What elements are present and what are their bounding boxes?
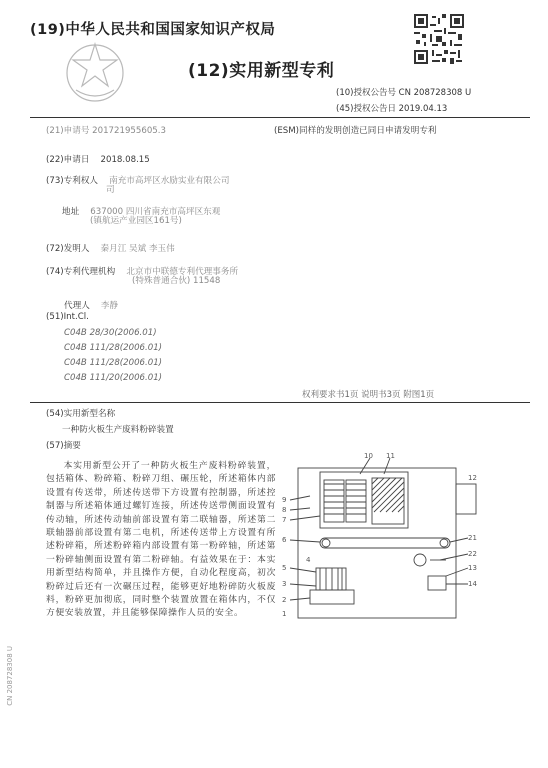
abstract-figure (280, 450, 480, 630)
application-number: (21)申请号 201721955605.3 (46, 126, 166, 136)
ipc-label: (51)Int.Cl. (46, 312, 89, 322)
filing-date-label: (22)申请日 (46, 155, 90, 165)
agency-name: 北京市中联德专利代理事务所 (126, 267, 239, 277)
ipc-code: C04B 111/20(2006.01) (64, 373, 163, 383)
address-label: 地址 (62, 207, 80, 217)
cnipa-emblem-icon (62, 40, 128, 106)
office-name: (19)中华人民共和国国家知识产权局 (30, 22, 276, 38)
address: 637000 四川省南充市高坪区东观 (90, 207, 221, 217)
claims-note: 权利要求书1页 说明书3页 附图1页 (302, 390, 435, 400)
figure-label: 4 (306, 556, 311, 564)
figure-label: 12 (468, 474, 477, 482)
figure-label: 1 (282, 610, 287, 618)
ipc-code: C04B 111/28(2006.01) (64, 343, 163, 353)
patentee-name-cont: 司 (106, 185, 115, 195)
figure-label: 13 (468, 564, 477, 572)
address-cont: (镇航运产业园区161号) (90, 216, 182, 226)
abstract-label: (57)摘要 (46, 441, 81, 451)
figure-label: 6 (282, 536, 287, 544)
agent-row (64, 293, 118, 312)
utility-model-title: 一种防火板生产废料粉碎装置 (62, 425, 174, 435)
figure-label: 9 (282, 496, 287, 504)
document-type-title: (12)实用新型专利 (188, 61, 335, 81)
inventor-label: (72)发明人 (46, 244, 90, 254)
agency-name-cont: (特殊普通合伙) 11548 (132, 276, 221, 286)
esm-note: (ESM)同样的发明创造已同日申请发明专利 (274, 126, 437, 136)
agent-label: 代理人 (64, 301, 90, 311)
filing-date-row (46, 147, 150, 166)
publication-date: (45)授权公告日 2019.04.13 (336, 104, 448, 114)
figure-label: 3 (282, 580, 287, 588)
figure-label: 2 (282, 596, 287, 604)
figure-label: 14 (468, 580, 477, 588)
agent-name: 李静 (100, 301, 119, 311)
patentee-label: (73)专利权人 (46, 176, 99, 186)
section-divider (30, 402, 530, 403)
qr-code-icon (414, 14, 464, 64)
inventors: 秦月江 吴斌 李玉伟 (100, 244, 175, 254)
figure-label: 10 (364, 452, 373, 460)
figure-label: 11 (386, 452, 395, 460)
figure-label: 22 (468, 550, 477, 558)
figure-label: 8 (282, 506, 287, 514)
side-document-code: CN 208728308 U (6, 646, 14, 706)
agency-label: (74)专利代理机构 (46, 267, 116, 277)
title-label: (54)实用新型名称 (46, 409, 116, 419)
patentee-row (46, 168, 229, 187)
patentee-name: 南充市高坪区水励实业有限公司 (109, 176, 230, 186)
abstract-text: 本实用新型公开了一种防火板生产废料粉碎装置，包括箱体、粉碎箱、粉碎刀组、碾压轮，所述箱体内部设置有传送带，所述传送带下方设置有控制器，所述控制器与所述箱体通过螺钉连接，所述传送带侧面设置有传动轴，所述传动轴前部设置有第二联轴器，所述第二联轴器前部设置有第二电机，所述传送带上方设置有所述粉碎箱，所述粉碎箱内部设置有第一粉碎轴，所述第一粉碎轴侧面设置有第二粉碎轴。有益效果在于：本实用新型结构简单，并且操作方便，自动化程度高，初次粉碎过后还有一次碾压过程，能够更好地粉碎防火板废料，粉碎更加彻底，同时整个装置放置在箱体内，不仅方便安装放置，并且能够保障操作人员的安全。 (46, 461, 276, 619)
header-divider (30, 117, 530, 118)
inventor-row (46, 236, 175, 255)
filing-date: 2018.08.15 (100, 155, 150, 165)
publication-number: (10)授权公告号 CN 208728308 U (336, 88, 472, 98)
ipc-code: C04B 28/30(2006.01) (64, 328, 157, 338)
ipc-code: C04B 111/28(2006.01) (64, 358, 163, 368)
figure-label: 7 (282, 516, 287, 524)
figure-label: 21 (468, 534, 477, 542)
figure-label: 5 (282, 564, 287, 572)
